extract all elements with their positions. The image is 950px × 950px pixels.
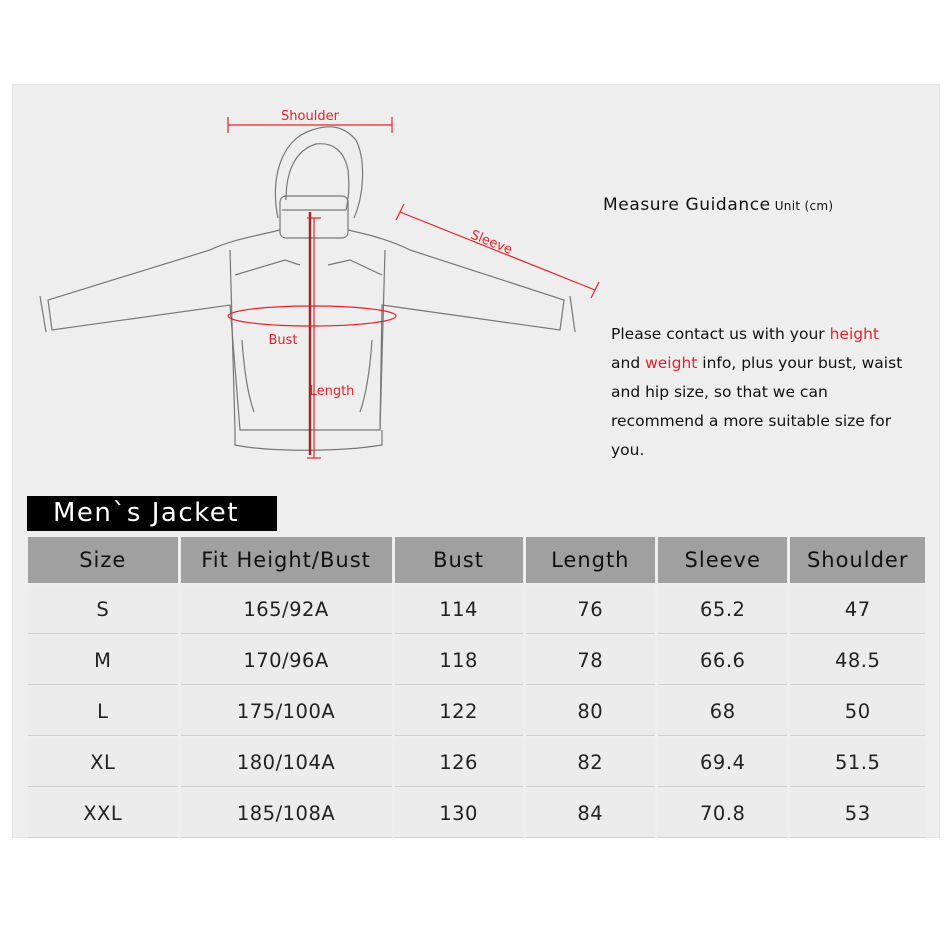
guidance-text-part3: info, plus your bust, waist and hip size, so that we can recommend a more suitable size for you. bbox=[611, 354, 903, 459]
header-fit-height-bust: Fit Height/Bust bbox=[181, 537, 392, 583]
length-label: Length bbox=[309, 384, 355, 399]
guidance-unit: Unit (cm) bbox=[774, 199, 834, 213]
cell-sleeve: 69.4 bbox=[658, 738, 787, 787]
table-row bbox=[28, 636, 925, 685]
cell-bust: 118 bbox=[395, 636, 523, 685]
cell-shoulder: 47 bbox=[790, 585, 925, 634]
cell-sleeve: 65.2 bbox=[658, 585, 787, 634]
cell-fit: 180/104A bbox=[181, 738, 392, 787]
header-sleeve: Sleeve bbox=[658, 537, 787, 583]
bust-label: Bust bbox=[268, 333, 298, 348]
highlight-weight: weight bbox=[645, 354, 698, 372]
table-row bbox=[28, 789, 925, 838]
jacket-outline bbox=[40, 127, 575, 450]
cell-size: M bbox=[28, 636, 178, 685]
cell-shoulder: 50 bbox=[790, 687, 925, 736]
cell-fit: 165/92A bbox=[181, 585, 392, 634]
cell-size: XL bbox=[28, 738, 178, 787]
bust-measure-ellipse bbox=[228, 306, 396, 326]
table-header-row bbox=[28, 537, 925, 583]
cell-fit: 185/108A bbox=[181, 789, 392, 838]
cell-size: S bbox=[28, 585, 178, 634]
cell-sleeve: 66.6 bbox=[658, 636, 787, 685]
header-bust: Bust bbox=[395, 537, 523, 583]
guidance-text-part2: and bbox=[611, 354, 646, 372]
cell-bust: 114 bbox=[395, 585, 523, 634]
cell-fit: 170/96A bbox=[181, 636, 392, 685]
jacket-diagram bbox=[30, 100, 610, 470]
guidance-paragraph bbox=[611, 320, 911, 465]
cell-length: 84 bbox=[526, 789, 655, 838]
cell-length: 78 bbox=[526, 636, 655, 685]
size-chart-table bbox=[25, 535, 928, 840]
cell-shoulder: 48.5 bbox=[790, 636, 925, 685]
cell-fit: 175/100A bbox=[181, 687, 392, 736]
shoulder-label: Shoulder bbox=[281, 109, 339, 124]
cell-length: 80 bbox=[526, 687, 655, 736]
cell-shoulder: 53 bbox=[790, 789, 925, 838]
highlight-height: height bbox=[829, 325, 879, 343]
sleeve-label: Sleeve bbox=[468, 227, 515, 258]
table-row bbox=[28, 585, 925, 634]
measure-guidance-title bbox=[603, 195, 833, 215]
cell-sleeve: 70.8 bbox=[658, 789, 787, 838]
header-size: Size bbox=[28, 537, 178, 583]
cell-bust: 126 bbox=[395, 738, 523, 787]
cell-size: L bbox=[28, 687, 178, 736]
cell-size: XXL bbox=[28, 789, 178, 838]
guidance-title-text: Measure Guidance bbox=[603, 195, 771, 215]
guidance-text-part1: Please contact us with your bbox=[611, 325, 830, 343]
cell-length: 76 bbox=[526, 585, 655, 634]
header-shoulder: Shoulder bbox=[790, 537, 925, 583]
table-row bbox=[28, 687, 925, 736]
cell-bust: 122 bbox=[395, 687, 523, 736]
table-row bbox=[28, 738, 925, 787]
cell-bust: 130 bbox=[395, 789, 523, 838]
cell-length: 82 bbox=[526, 738, 655, 787]
product-banner: Men`s Jacket bbox=[27, 496, 277, 531]
cell-shoulder: 51.5 bbox=[790, 738, 925, 787]
cell-sleeve: 68 bbox=[658, 687, 787, 736]
header-length: Length bbox=[526, 537, 655, 583]
